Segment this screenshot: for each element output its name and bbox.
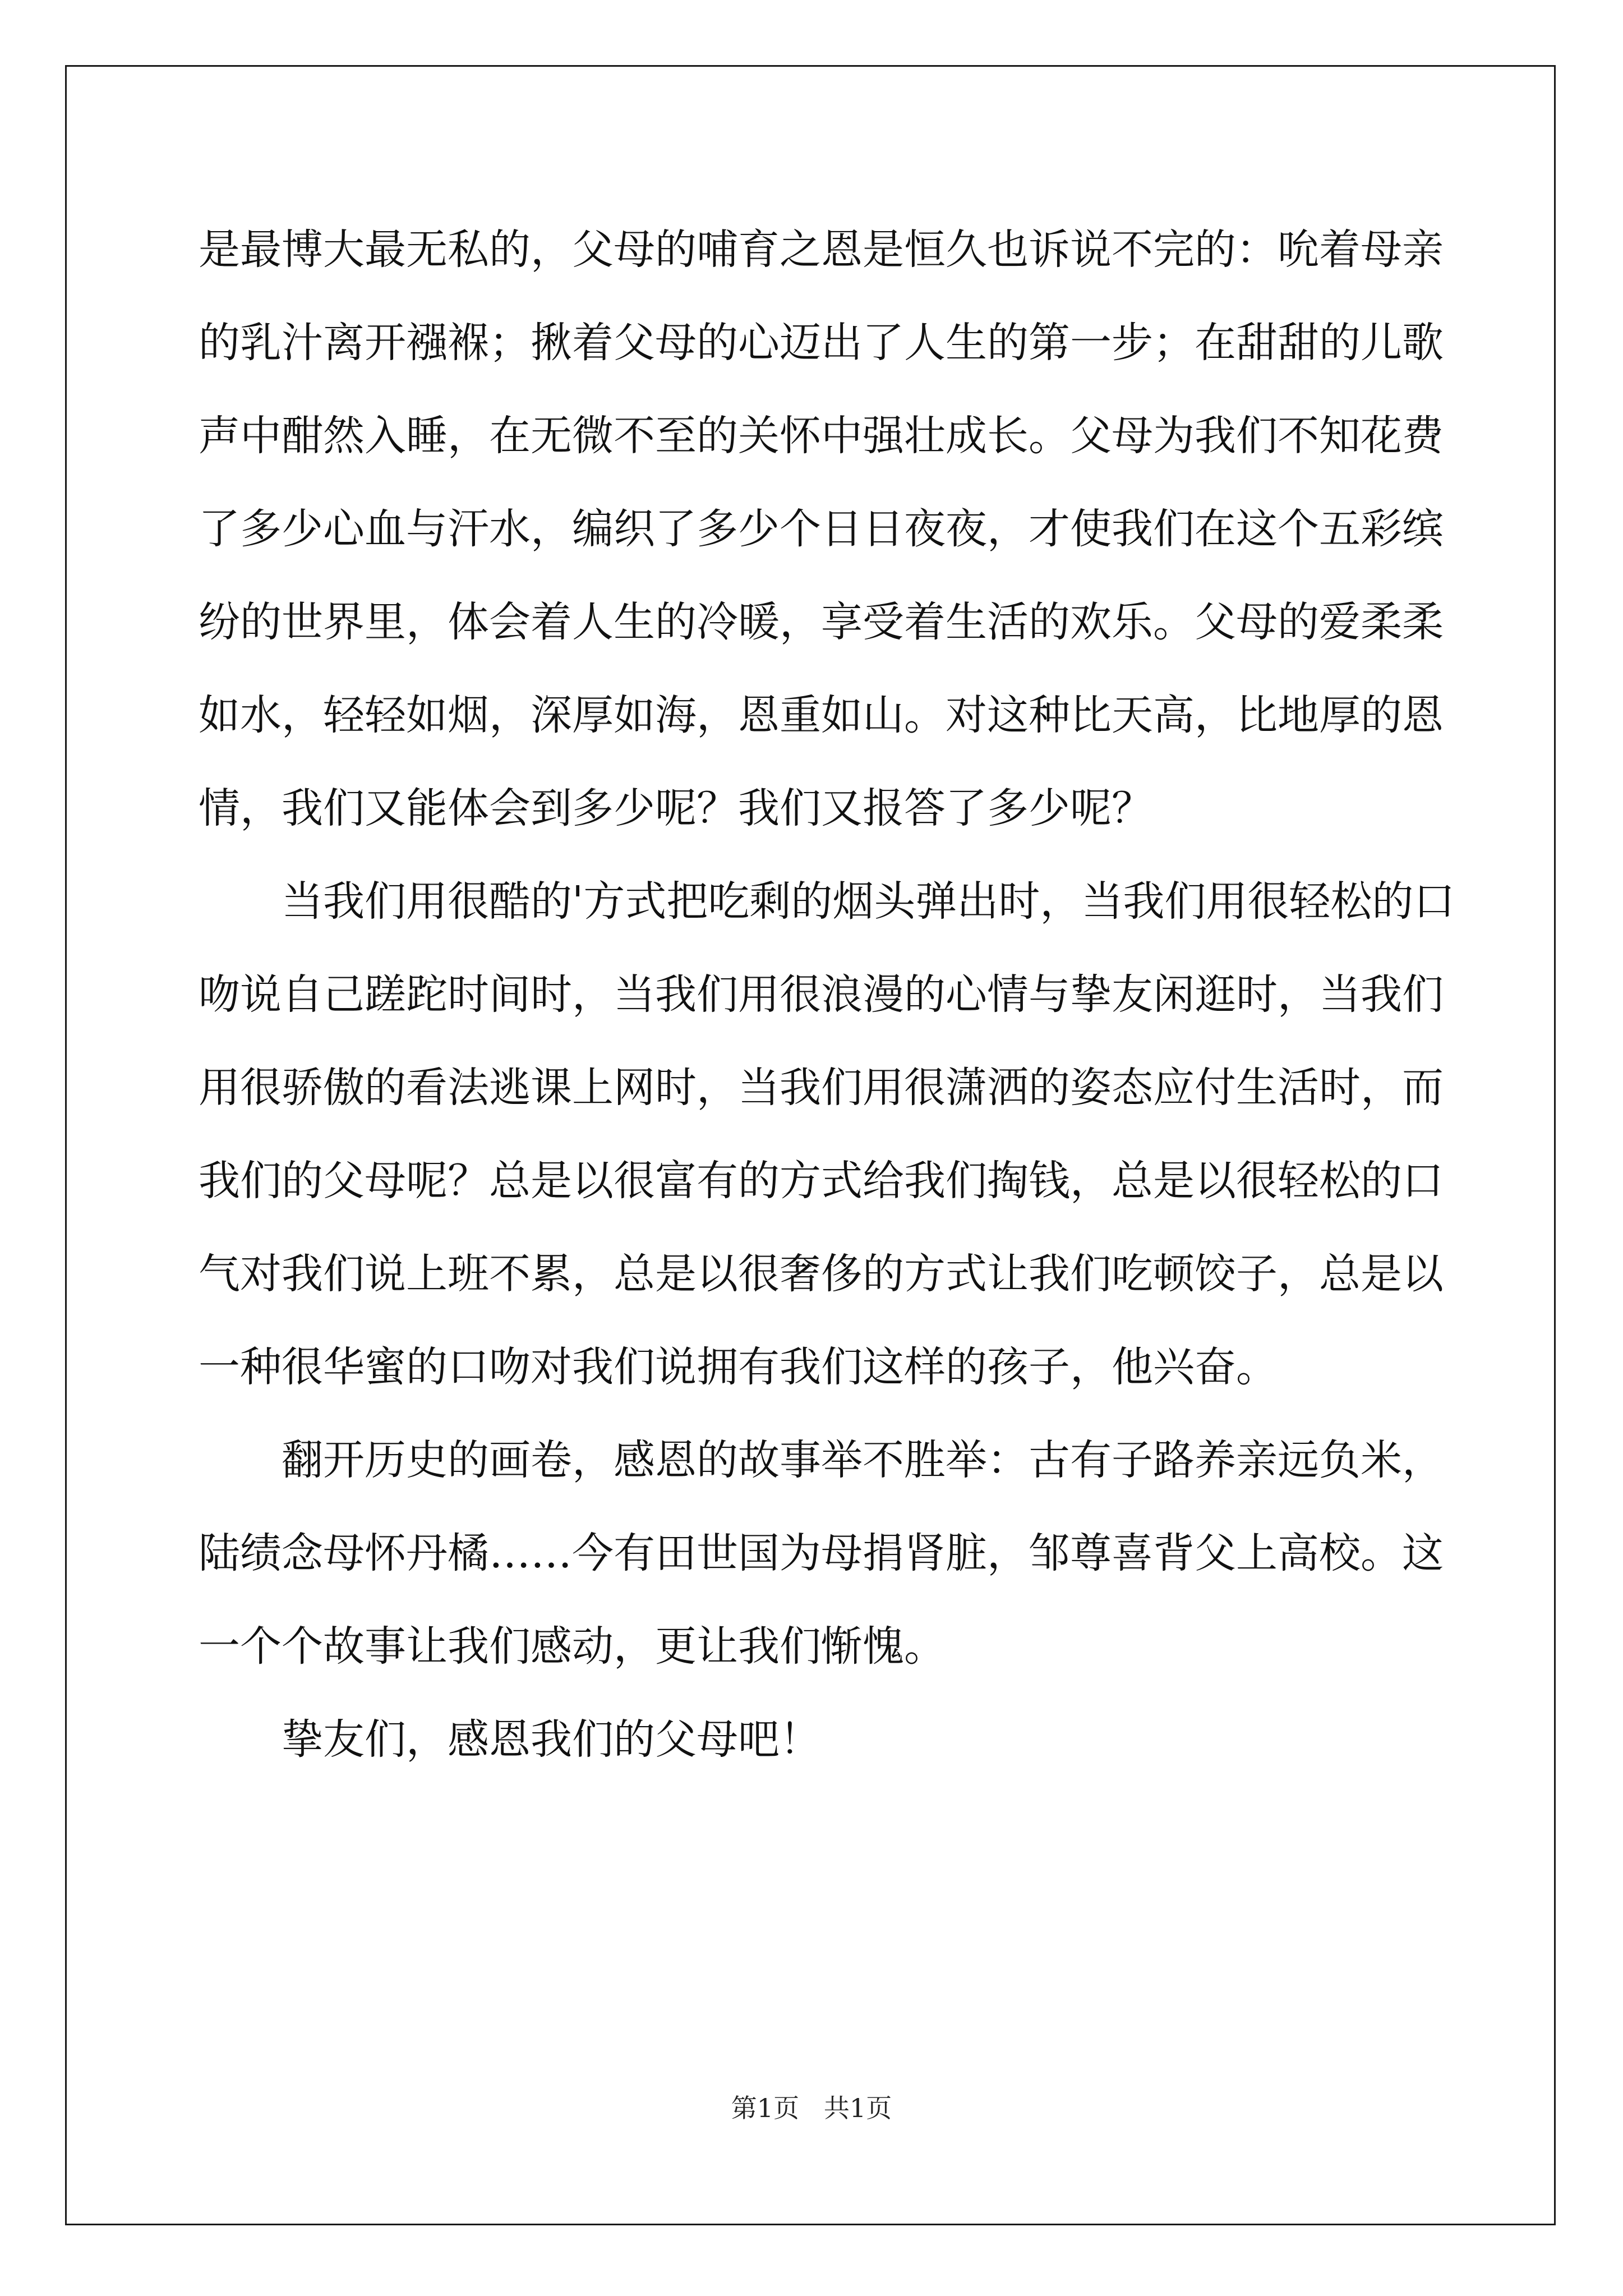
text-line: 是最博大最无私的，父母的哺育之恩是恒久也诉说不完的：吮着母亲 [199, 226, 1444, 274]
page-number-footer: 第1页 共1页 [731, 2093, 892, 2123]
text-line: 陆绩念母怀丹橘……今有田世国为母捐肾脏，邹尊喜背父上高校。这 [199, 1529, 1444, 1577]
text-line: 一种很华蜜的口吻对我们说拥有我们这样的孩子，他兴奋。 [199, 1343, 1278, 1391]
text-line: 吻说自己蹉跎时间时，当我们用很浪漫的心情与挚友闲逛时，当我们 [199, 970, 1444, 1019]
text-line: 我们的父母呢？总是以很富有的方式给我们掏钱，总是以很轻松的口 [199, 1157, 1444, 1205]
text-line: 声中酣然入睡，在无微不至的关怀中强壮成长。父母为我们不知花费 [199, 412, 1444, 460]
text-line: 情，我们又能体会到多少呢？我们又报答了多少呢？ [199, 784, 1153, 832]
text-line: 的乳汁离开襁褓；揪着父母的心迈出了人生的第一步；在甜甜的儿歌 [199, 319, 1444, 367]
text-line: 纷的世界里，体会着人生的冷暖，享受着生活的欢乐。父母的爱柔柔 [199, 598, 1444, 646]
text-line: 挚友们，感恩我们的父母吧！ [282, 1715, 821, 1764]
text-line: 了多少心血与汗水，编织了多少个日日夜夜，才使我们在这个五彩缤 [199, 505, 1444, 553]
text-line: 气对我们说上班不累，总是以很奢侈的方式让我们吃顿饺子，总是以 [199, 1250, 1444, 1298]
text-line: 如水，轻轻如烟，深厚如海，恩重如山。对这种比天高，比地厚的恩 [199, 691, 1444, 739]
text-line: 用很骄傲的看法逃课上网时，当我们用很潇洒的姿态应付生活时，而 [199, 1064, 1444, 1112]
text-line: 一个个故事让我们感动，更让我们惭愧。 [199, 1622, 946, 1671]
text-line: 当我们用很酷的'方式把吃剩的烟头弹出时，当我们用很轻松的口 [282, 877, 1455, 926]
text-line: 翻开历史的画卷，感恩的故事举不胜举：古有子路养亲远负米， [282, 1436, 1444, 1484]
